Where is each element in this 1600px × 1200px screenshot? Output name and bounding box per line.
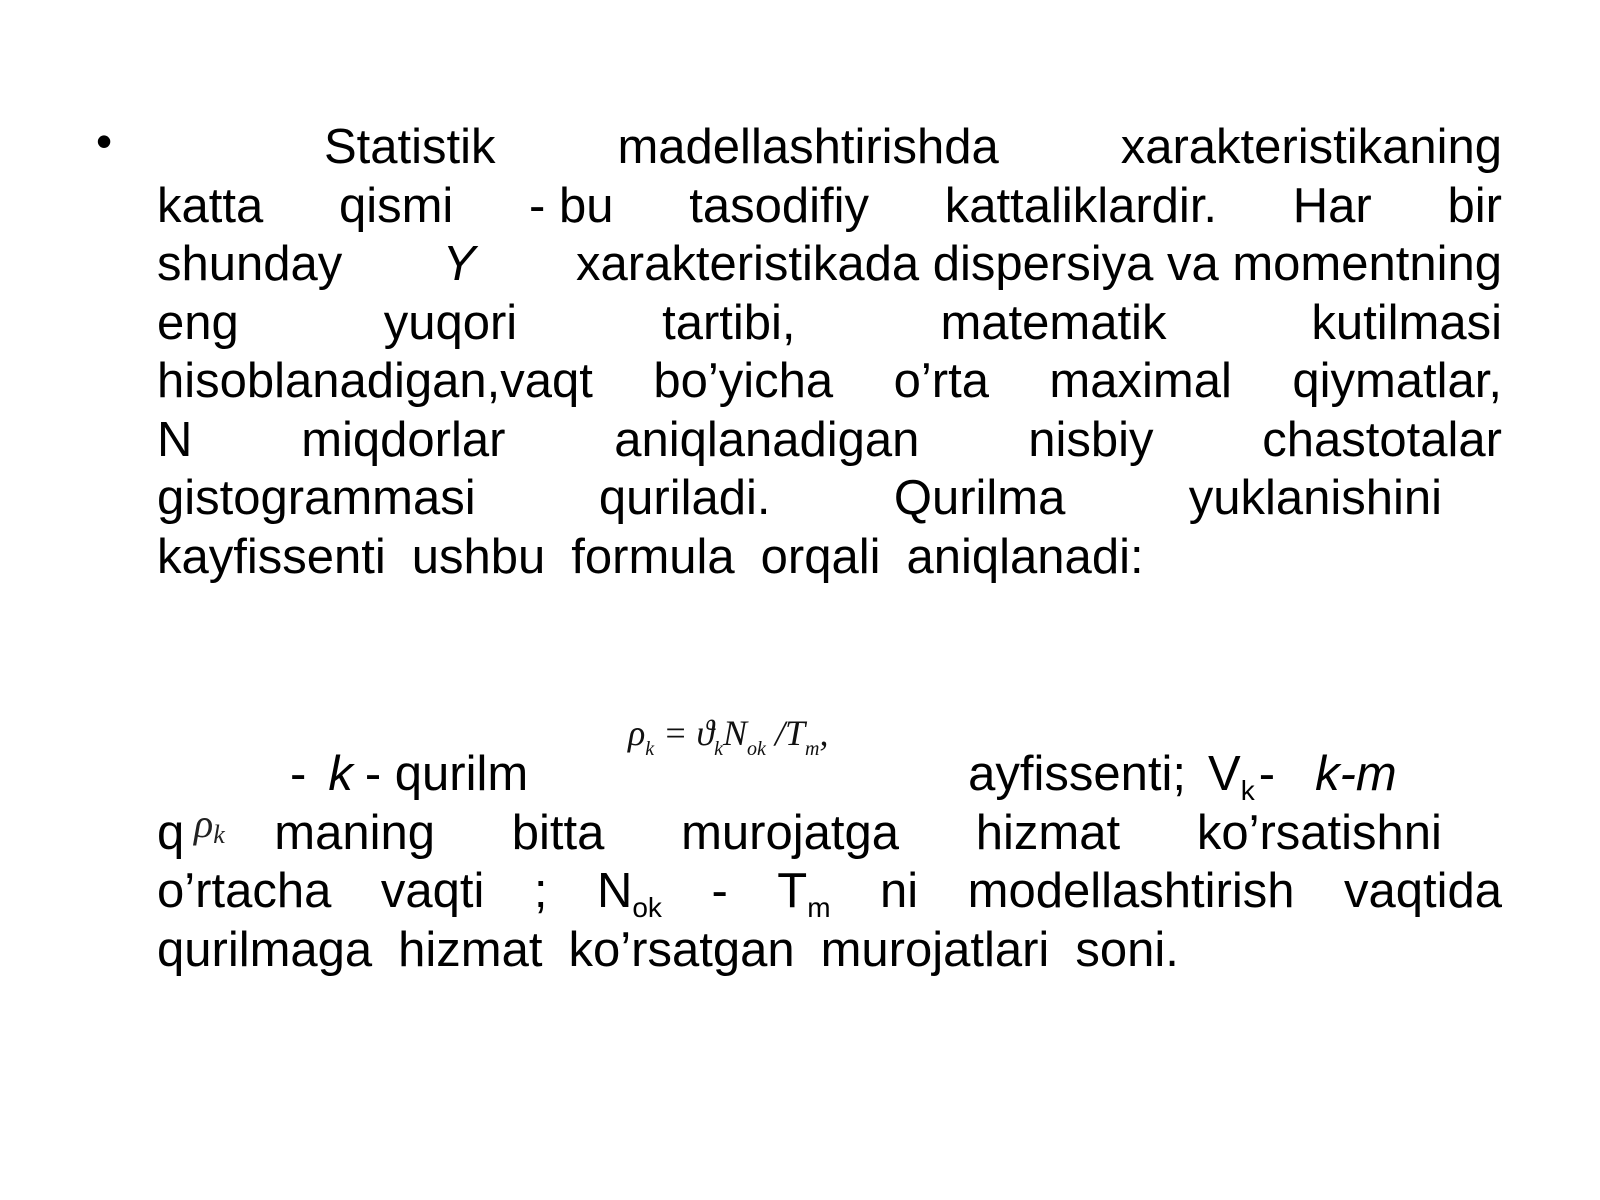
word: matematik bbox=[940, 295, 1167, 350]
word: bo’yicha bbox=[653, 354, 834, 408]
text-line-5 bbox=[157, 352, 1502, 411]
word: hisoblanadigan,vaqt bbox=[157, 354, 593, 408]
word: Qurilma bbox=[893, 471, 1066, 525]
rho-symbol: ρ bbox=[194, 801, 214, 846]
word: kayfissenti bbox=[157, 529, 386, 584]
word: ko’rsatishni bbox=[1196, 805, 1442, 860]
word: madellashtirishda bbox=[617, 120, 999, 174]
word: modellashtirish bbox=[967, 864, 1295, 918]
subscript: k bbox=[1240, 775, 1255, 806]
word: formula bbox=[571, 529, 735, 584]
t-symbol: T bbox=[784, 713, 805, 753]
word: ushbu bbox=[411, 529, 546, 584]
text-line-2 bbox=[157, 177, 1502, 236]
word: vaqti bbox=[380, 864, 485, 918]
word: shunday bbox=[157, 237, 343, 291]
word: qurilmaga bbox=[157, 922, 373, 977]
word: murojatlari bbox=[820, 922, 1050, 977]
text-line-8 bbox=[157, 528, 1502, 587]
rho-k-symbol bbox=[190, 800, 229, 850]
word: miqdorlar bbox=[301, 412, 506, 467]
fragment: q bbox=[157, 805, 185, 860]
subscript: ok bbox=[747, 738, 766, 760]
variable-km: k-m bbox=[1315, 747, 1397, 801]
word: xarakteristikaning bbox=[1120, 120, 1502, 174]
word: orqali bbox=[760, 529, 881, 584]
variable-k: k bbox=[328, 747, 353, 801]
text-line-4 bbox=[157, 294, 1502, 353]
subscript: ok bbox=[632, 892, 662, 923]
word: soni. bbox=[1075, 922, 1179, 977]
word: kattaliklardir. bbox=[944, 178, 1218, 233]
load-coefficient-formula bbox=[622, 712, 834, 771]
subscript: k bbox=[645, 738, 655, 760]
text-line-1 bbox=[157, 118, 1502, 177]
word: Har bbox=[1292, 178, 1372, 233]
n-symbol: N bbox=[596, 864, 633, 918]
word: katta bbox=[157, 178, 264, 233]
subscript: k bbox=[714, 738, 724, 760]
n-symbol: N bbox=[723, 713, 748, 753]
variable-nok bbox=[597, 862, 662, 921]
variable-tm bbox=[777, 862, 830, 921]
word: chastotalar bbox=[1262, 412, 1502, 467]
word: maximal bbox=[1049, 354, 1232, 408]
word: ayfissenti; bbox=[968, 747, 1187, 801]
text-line-3 bbox=[157, 235, 1502, 294]
word: - bu bbox=[529, 178, 614, 233]
word-group: xarakteristikada dispersiya va momentning bbox=[576, 237, 1502, 291]
rho-symbol: ρ bbox=[628, 713, 646, 753]
def-line-3 bbox=[157, 862, 1502, 921]
word: bir bbox=[1447, 178, 1502, 233]
word: aniqlanadi: bbox=[906, 529, 1144, 584]
text-line-6 bbox=[157, 411, 1502, 470]
word: ko’rsatgan bbox=[568, 922, 795, 977]
paragraph-definitions bbox=[157, 745, 1502, 979]
word: - qurilm bbox=[364, 747, 529, 801]
word: aniqlanadigan bbox=[614, 412, 920, 467]
dash: - bbox=[1258, 747, 1276, 801]
t-symbol: T bbox=[777, 864, 808, 918]
v-symbol: V bbox=[1208, 747, 1241, 801]
subscript: m bbox=[807, 892, 831, 923]
subscript: k bbox=[213, 820, 225, 849]
def-line-2 bbox=[157, 804, 1502, 863]
word: murojatga bbox=[681, 805, 900, 860]
variable-y: Y bbox=[442, 237, 476, 291]
word: vaqtida bbox=[1343, 864, 1502, 918]
word: hizmat bbox=[975, 805, 1121, 860]
word: hizmat bbox=[398, 922, 543, 977]
word: o’rtacha bbox=[157, 864, 332, 918]
slash: / bbox=[774, 713, 785, 753]
bullet-marker: • bbox=[96, 115, 113, 167]
word: nisbiy bbox=[1028, 412, 1154, 467]
word: N bbox=[157, 412, 193, 467]
word: ; bbox=[533, 864, 548, 918]
word: eng bbox=[157, 295, 239, 350]
dash: - bbox=[711, 864, 728, 918]
word: o’rta bbox=[893, 354, 989, 408]
word: kutilmasi bbox=[1311, 295, 1502, 350]
word: qismi bbox=[338, 178, 454, 233]
word: gistogrammasi bbox=[157, 471, 476, 525]
word: bitta bbox=[511, 805, 605, 860]
paragraph-statistics bbox=[157, 118, 1502, 586]
equals-sign: = bbox=[663, 713, 688, 753]
variable-vk bbox=[1208, 745, 1255, 804]
def-line-4 bbox=[157, 921, 1502, 980]
theta-symbol: ϑ bbox=[696, 713, 715, 753]
dash: - bbox=[290, 747, 307, 801]
word: Statistik bbox=[324, 120, 496, 174]
text-line-7 bbox=[157, 469, 1502, 528]
word: qiymatlar, bbox=[1292, 354, 1502, 408]
subscript: m bbox=[804, 738, 820, 760]
word: tasodifiy bbox=[689, 178, 869, 233]
comma: , bbox=[819, 713, 829, 753]
word: yuklanishini bbox=[1188, 471, 1442, 525]
word: ni bbox=[880, 864, 919, 918]
word: maning bbox=[274, 805, 435, 860]
word: yuqori bbox=[383, 295, 518, 350]
word: quriladi. bbox=[598, 471, 771, 525]
word: tartibi, bbox=[662, 295, 796, 350]
